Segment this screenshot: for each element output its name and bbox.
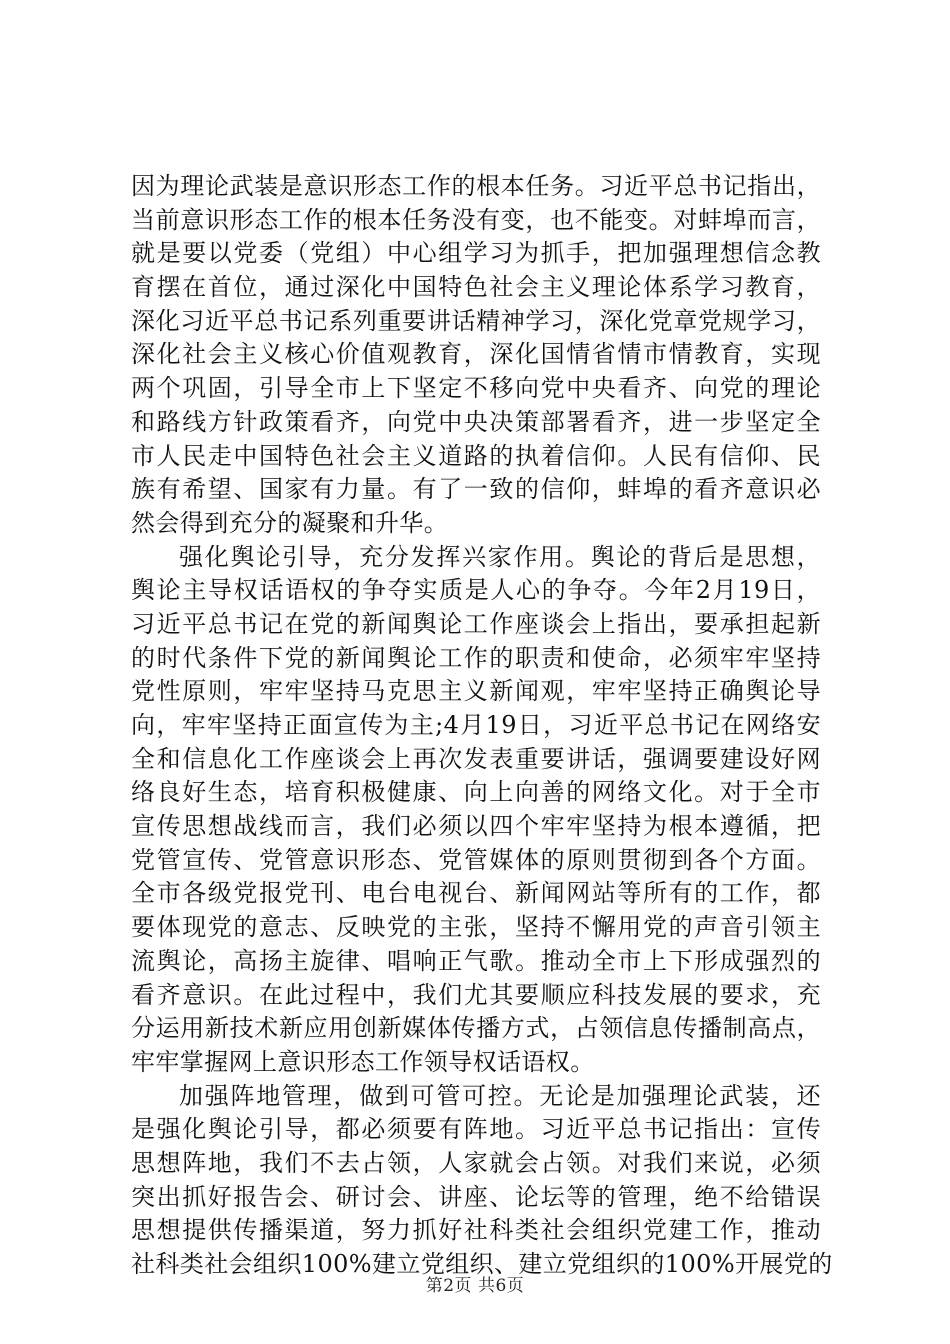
text-line: 络良好生态，培育积极健康、向上向善的网络文化。对于全市 [131,778,821,807]
text-line: 然会得到充分的凝聚和升华。 [131,508,449,537]
text-line: 思想提供传播渠道，努力抓好社科类社会组织党建工作，推动 [131,1216,821,1245]
text-line: 牢牢掌握网上意识形态工作领导权话语权。 [131,1047,595,1076]
text-line: 突出抓好报告会、研讨会、讲座、论坛等的管理，绝不给错误 [131,1182,821,1211]
text-line: 当前意识形态工作的根本任务没有变，也不能变。对蚌埠而言， [131,205,821,234]
text-line: 社科类社会组织100%建立党组织、建立党组织的100%开展党的 [131,1250,833,1278]
text-line: 和路线方针政策看齐，向党中央决策部署看齐，进一步坚定全 [131,407,821,436]
page-footer: 第2页 共6页 [425,1276,525,1296]
text-line: 党管宣传、党管意识形态、党管媒体的原则贯彻到各个方面。 [131,845,821,874]
text-line: 全市各级党报党刊、电台电视台、新闻网站等所有的工作，都 [131,879,821,908]
text-line: 是强化舆论引导，都必须要有阵地。习近平总书记指出：宣传 [131,1115,821,1144]
text-line: 强化舆论引导，充分发挥兴家作用。舆论的背后是思想， [179,542,821,571]
text-line: 向，牢牢坚持正面宣传为主;4月19日，习近平总书记在网络安 [131,711,821,739]
text-line: 思想阵地，我们不去占领，人家就会占领。对我们来说，必须 [131,1148,821,1177]
text-line: 看齐意识。在此过程中，我们尤其要顺应科技发展的要求，充 [131,980,821,1009]
body-text [131,170,833,1282]
text-line: 深化社会主义核心价值观教育，深化国情省情市情教育，实现 [131,340,821,369]
text-line: 习近平总书记在党的新闻舆论工作座谈会上指出，要承担起新 [131,609,821,638]
text-line: 分运用新技术新应用创新媒体传播方式，占领信息传播制高点， [131,1014,821,1043]
text-line: 宣传思想战线而言，我们必须以四个牢牢坚持为根本遵循，把 [131,812,821,841]
text-line: 加强阵地管理，做到可管可控。无论是加强理论武装，还 [179,1081,821,1110]
text-line: 要体现党的意志、反映党的主张，坚持不懈用党的声音引领主 [131,913,821,942]
text-line: 市人民走中国特色社会主义道路的执着信仰。人民有信仰、民 [131,441,821,470]
text-line: 深化习近平总书记系列重要讲话精神学习，深化党章党规学习， [131,306,821,335]
text-line: 流舆论，高扬主旋律、唱响正气歌。推动全市上下形成强烈的 [131,946,821,975]
text-line: 的时代条件下党的新闻舆论工作的职责和使命，必须牢牢坚持 [131,643,821,672]
text-line: 党性原则，牢牢坚持马克思主义新闻观，牢牢坚持正确舆论导 [131,677,821,706]
text-line: 育摆在首位，通过深化中国特色社会主义理论体系学习教育， [131,273,821,302]
text-line: 族有希望、国家有力量。有了一致的信仰，蚌埠的看齐意识必 [131,475,821,504]
text-line: 就是要以党委（党组）中心组学习为抓手，把加强理想信念教 [131,239,821,268]
text-line: 两个巩固，引导全市上下坚定不移向党中央看齐、向党的理论 [131,374,821,403]
text-line: 全和信息化工作座谈会上再次发表重要讲话，强调要建设好网 [131,744,821,773]
text-line: 舆论主导权话语权的争夺实质是人心的争夺。今年2月19日， [131,576,821,605]
text-line: 因为理论武装是意识形态工作的根本任务。习近平总书记指出， [131,172,821,200]
